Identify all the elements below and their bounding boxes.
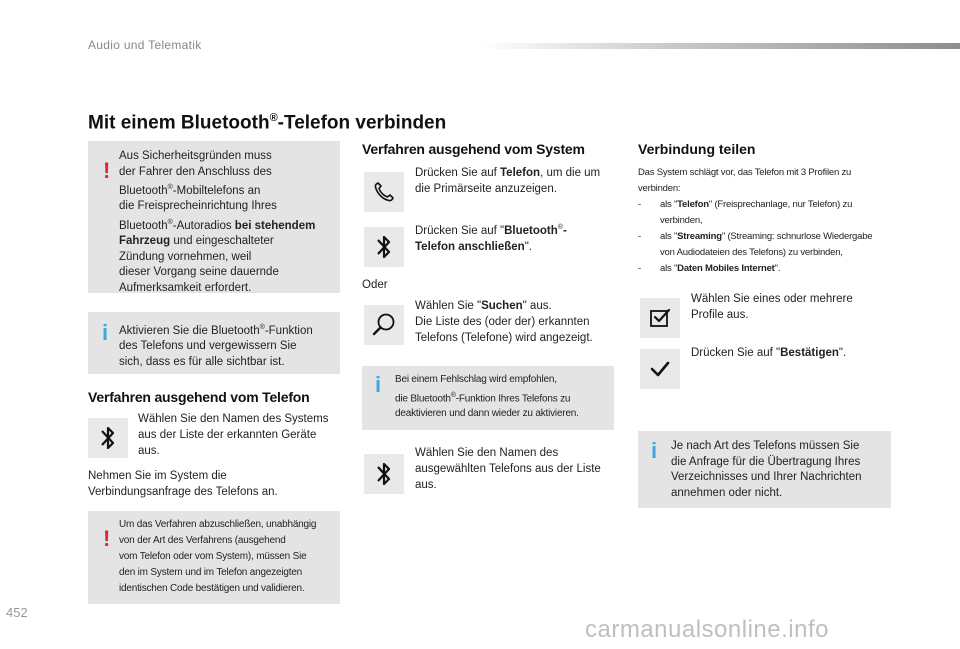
bluetooth-icon: [374, 460, 394, 488]
bluetooth-icon-box: [364, 227, 404, 267]
warning-exclamation-icon: !: [103, 526, 111, 551]
bluetooth-icon: [374, 233, 394, 261]
phone-handset-icon: [371, 179, 397, 205]
or-label: Oder: [362, 279, 388, 291]
confirm-code-warning-note: [88, 511, 340, 604]
profile-item-streaming: - als "Streaming" (Streaming: schnurlose Wiedergabe von Audiodateien des Telefons) zu verbinden,: [638, 231, 873, 258]
section-title-share-connection: Verbindung teilen: [638, 141, 756, 157]
phone-type-info-note: [638, 431, 891, 508]
info-icon: i: [102, 320, 109, 345]
checkbox-checked-icon: [647, 305, 673, 331]
phone-type-info-text: Je nach Art des Telefons müssen Sie die Anfrage für die Übertragung Ihres Verzeichnisses und Ihrer Nachrichten annehmen oder nicht.: [671, 440, 862, 499]
phone-icon-box: [364, 172, 404, 212]
header-gradient-bar: [480, 43, 960, 49]
failure-info-note: [362, 366, 614, 430]
page-number: 452: [6, 605, 28, 620]
system-step-search: Wählen Sie "Suchen" aus. Die Liste des (oder der) erkannten Telefons (Telefone) wird angezeigt.: [415, 300, 593, 344]
check-icon: [648, 357, 672, 381]
search-icon: [370, 311, 398, 339]
system-step-press-phone: Drücken Sie auf Telefon, um die um die Primärseite anzuzeigen.: [415, 167, 601, 195]
share-step-confirm: Drücken Sie auf "Bestätigen".: [691, 347, 847, 359]
watermark: carmanualsonline.info: [585, 616, 829, 643]
failure-info-text: Bei einem Fehlschlag wird empfohlen, die Bluetooth®-Funktion Ihres Telefons zu deaktivieren und dann wieder zu aktivieren.: [395, 374, 579, 420]
search-icon-box: [364, 305, 404, 345]
bluetooth-icon-box: [364, 454, 404, 494]
info-icon: i: [651, 438, 658, 463]
phone-step-select-system: Wählen Sie den Namen des Systems aus der Liste der erkannten Geräte aus.: [138, 413, 329, 457]
bluetooth-icon: [98, 424, 118, 452]
share-step-select-profiles: Wählen Sie eines oder mehrere Profile aus.: [691, 293, 853, 321]
profile-item-phone: - als "Telefon" (Freisprechanlage, nur Telefon) zu verbinden,: [638, 199, 853, 226]
section-title-phone-procedure: Verfahren ausgehend vom Telefon: [88, 389, 310, 405]
running-header: Audio und Telematik: [88, 38, 202, 52]
confirm-code-warning-text: Um das Verfahren abzuschließen, unabhängig von der Art des Verfahrens (ausgehend vom Telefon oder vom System), müssen Sie den im System und im Telefon angezeigten identischen Code bestätigen und validieren.: [119, 519, 317, 594]
safety-warning-note: [88, 141, 340, 293]
system-step-connect-bluetooth: Drücken Sie auf "Bluetooth®- Telefon anschließen".: [415, 224, 567, 253]
profile-list: [638, 197, 898, 277]
page-title: Mit einem Bluetooth®-Telefon verbinden: [88, 112, 447, 134]
bluetooth-visibility-info-text: Aktivieren Sie die Bluetooth®-Funktion des Telefons und vergewissern Sie sich, dass es für alle sichtbar ist.: [119, 324, 313, 368]
system-step-select-phone: Wählen Sie den Namen des ausgewählten Telefons aus der Liste aus.: [415, 447, 601, 491]
profiles-intro: Das System schlägt vor, das Telefon mit 3 Profilen zu verbinden: - als "Telefon" (Freisprechanlage, nur Telefon) zu verbinden, - als "Streaming" (Streaming: schnurlose Wiedergabe von Audiodateien des Telefons) zu verbinden, - als "Daten Mobiles Internet".: [638, 165, 898, 277]
warning-exclamation-icon: !: [103, 158, 111, 183]
profile-item-mobile-data: - als "Daten Mobiles Internet".: [638, 263, 781, 274]
safety-warning-text: Aus Sicherheitsgründen muss der Fahrer den Anschluss des Bluetooth®-Mobiltelefons an die Freisprecheinrichtung Ihres Bluetooth®-Autoradios bei stehendem Fahrzeug und eingeschalteter Zündung vornehmen, weil dieser Vorgang seine dauernde Aufmerksamkeit erfordert.: [119, 150, 316, 294]
check-icon-box: [640, 349, 680, 389]
section-title-system-procedure: Verfahren ausgehend vom System: [362, 141, 585, 157]
bluetooth-visibility-info-note: [88, 312, 340, 374]
bluetooth-icon-box: [88, 418, 128, 458]
checkbox-icon-box: [640, 298, 680, 338]
info-icon: i: [375, 372, 382, 397]
phone-step-accept-request: Nehmen Sie im System die Verbindungsanfrage des Telefons an.: [88, 470, 278, 498]
